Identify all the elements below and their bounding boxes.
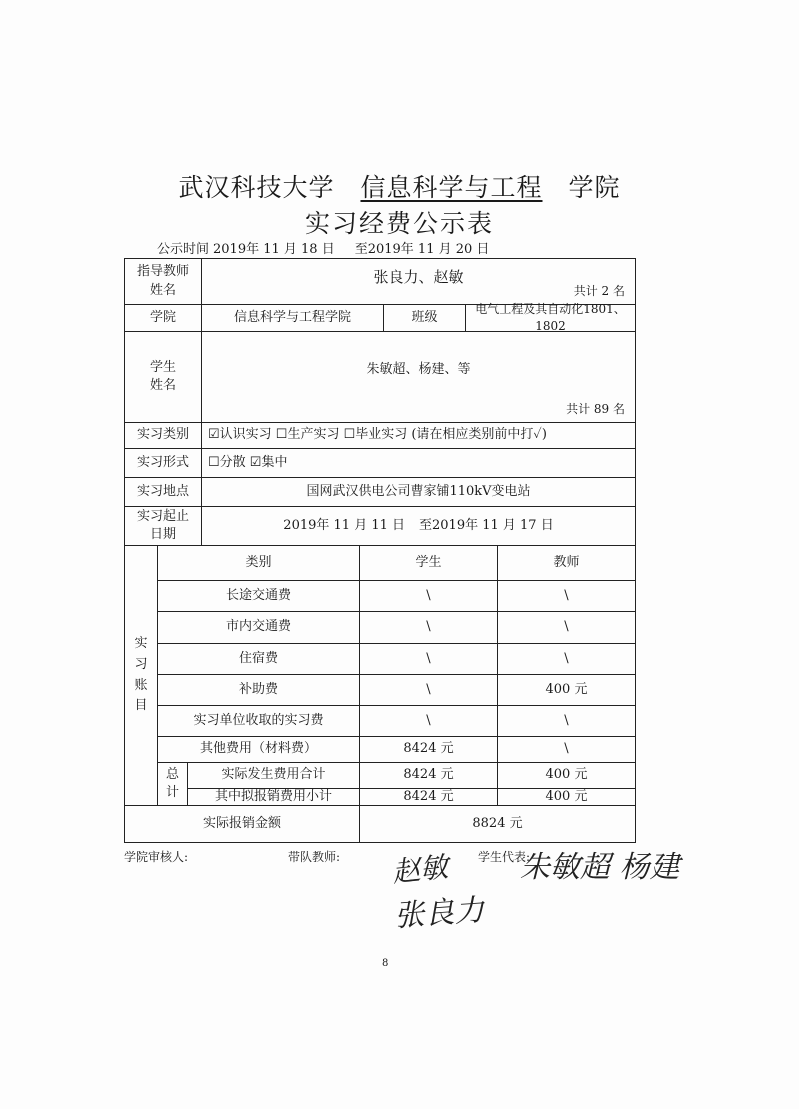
ledger-student: 8424 元: [360, 737, 498, 763]
signature-teacher-2: 张良力: [393, 892, 486, 935]
college-value: 信息科学与工程学院: [202, 305, 384, 332]
students-names: 朱敏超、杨建、等: [366, 361, 471, 377]
total-student: 8424 元: [360, 789, 498, 806]
publish-start: 2019年 11 月 18 日: [213, 242, 335, 257]
teacher-label: 指导教师 姓名: [125, 259, 202, 305]
teacher-count: 共计 2 名: [573, 284, 625, 299]
teacher-label-footer: 带队教师:: [288, 850, 341, 864]
ledger-item: 住宿费: [158, 644, 360, 675]
ledger-teacher: \: [498, 737, 636, 763]
period-label: 实习起止 日期: [125, 507, 202, 546]
ledger-teacher: \: [498, 706, 636, 737]
students-count: 共计 89 名: [566, 402, 625, 417]
period-start: 2019年 11 月 11 日: [283, 517, 405, 533]
period-value: [202, 507, 636, 546]
info-table: [124, 258, 636, 843]
page-number: 8: [382, 958, 389, 969]
class-label: 班级: [384, 305, 466, 332]
location-label: 实习地点: [125, 478, 202, 507]
ledger-teacher: \: [498, 612, 636, 644]
publish-prefix: 公示时间: [157, 242, 210, 257]
ledger-teacher: 400 元: [498, 675, 636, 706]
total-teacher: 400 元: [498, 763, 636, 789]
total-label: 总 计: [158, 763, 188, 806]
form-title: 实习经费公示表: [304, 209, 494, 238]
ledger-student: \: [360, 612, 498, 644]
ledger-item: 其他费用（材料费）: [158, 737, 360, 763]
ledger-item: 实习单位收取的实习费: [158, 706, 360, 737]
college-label: 学院: [125, 305, 202, 332]
form-label: 实习形式: [125, 449, 202, 478]
ledger-header-teacher: 教师: [498, 546, 636, 581]
reimburse-value: 8824 元: [360, 806, 636, 843]
university-name: 武汉科技大学: [178, 173, 335, 202]
signature-teacher-1: 赵敏: [390, 850, 450, 889]
ledger-item: 长途交通费: [158, 581, 360, 612]
ledger-student: \: [360, 581, 498, 612]
ledger-side-label: 实 习 账 目: [125, 546, 158, 806]
location-value: 国网武汉供电公司曹家铺110kV变电站: [202, 478, 636, 507]
ledger-header-item: 类别: [158, 546, 360, 581]
period-end: 至2019年 11 月 17 日: [419, 517, 554, 533]
class-value: 电气工程及其自动化1801、1802: [466, 305, 636, 332]
total-student: 8424 元: [360, 763, 498, 789]
ledger-student: \: [360, 644, 498, 675]
publish-time: [157, 238, 493, 257]
students-label: 学生 姓名: [125, 332, 202, 423]
students-cell: [202, 332, 636, 423]
ledger-item: 市内交通费: [158, 612, 360, 644]
college-name-blank: 信息科学与工程: [360, 173, 543, 202]
type-label: 实习类别: [125, 423, 202, 449]
total-item: 实际发生费用合计: [188, 763, 360, 789]
form-heading: [0, 168, 799, 204]
form-value: ☐分散 ☑集中: [202, 449, 636, 478]
teacher-names-cell: [202, 259, 636, 305]
student-rep-label: 学生代表:: [478, 850, 531, 864]
college-suffix: 学院: [568, 173, 621, 202]
ledger-header-student: 学生: [360, 546, 498, 581]
total-item: 其中拟报销费用小计: [188, 789, 360, 806]
total-teacher: 400 元: [498, 789, 636, 806]
signature-students: 朱敏超 杨建: [520, 850, 680, 885]
reimburse-label: 实际报销金额: [125, 806, 360, 843]
ledger-item: 补助费: [158, 675, 360, 706]
ledger-teacher: \: [498, 644, 636, 675]
ledger-student: \: [360, 706, 498, 737]
ledger-student: \: [360, 675, 498, 706]
teacher-names: 张良力、赵敏: [373, 268, 464, 286]
ledger-teacher: \: [498, 581, 636, 612]
type-value: ☑认识实习 ☐生产实习 ☐毕业实习 (请在相应类别前中打✓): [202, 423, 636, 449]
reviewer-label: 学院审核人:: [124, 850, 189, 864]
publish-end: 至2019年 11 月 20 日: [354, 242, 490, 257]
